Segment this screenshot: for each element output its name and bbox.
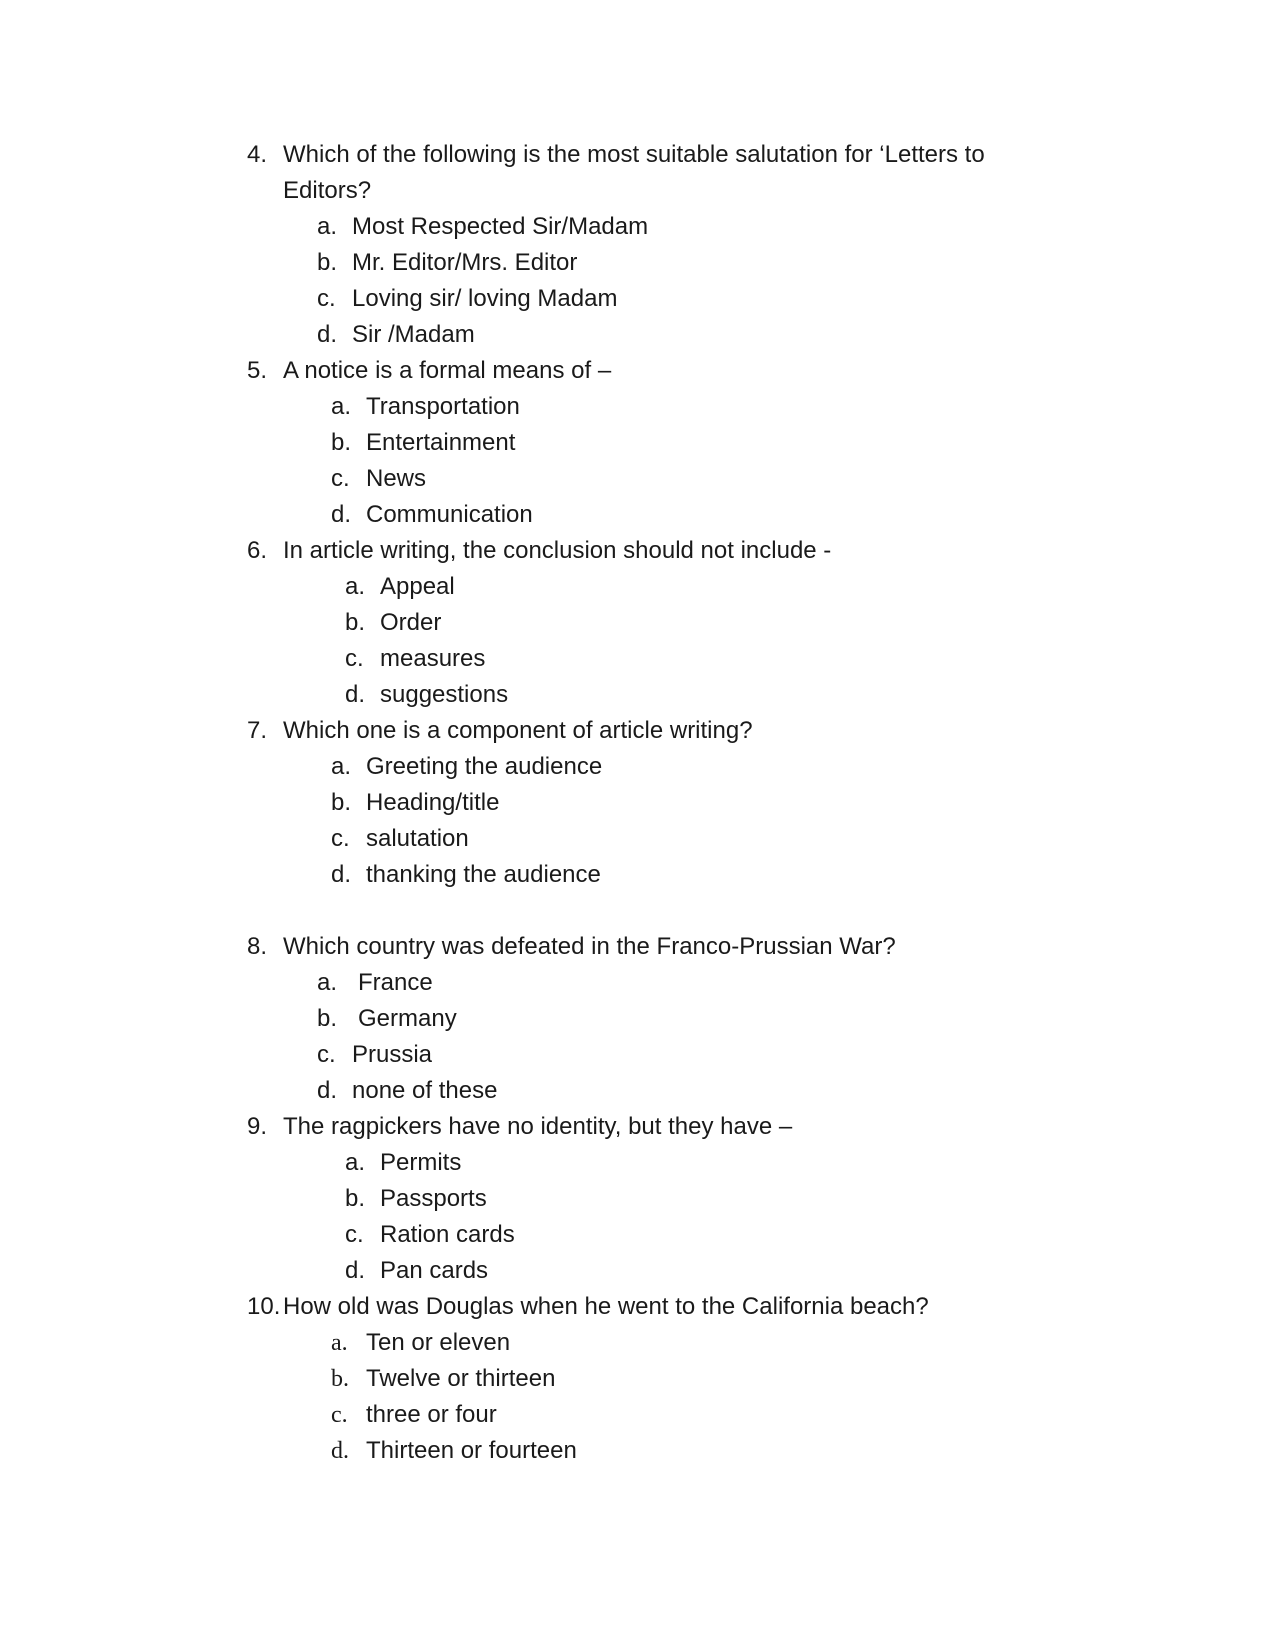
question-text: Editors? [283, 177, 372, 204]
option-letter: d. [345, 681, 366, 708]
option-text: thanking the audience [366, 861, 601, 888]
option-letter: d. [331, 501, 352, 528]
question-text: How old was Douglas when he went to the California beach? [283, 1293, 929, 1320]
option-text: measures [380, 645, 486, 672]
option-letter: b. [331, 429, 352, 456]
option-letter: a. [345, 1149, 366, 1176]
option-letter: b. [331, 789, 352, 816]
option-letter: b. [317, 249, 338, 276]
option-text: Most Respected Sir/Madam [352, 213, 649, 240]
option-letter: b. [331, 1366, 349, 1392]
question-number: 8. [247, 933, 268, 960]
option-letter: d. [331, 861, 352, 888]
question-number: 6. [247, 537, 268, 564]
option-text: Entertainment [366, 429, 516, 456]
option-text: none of these [352, 1077, 498, 1104]
option-text: Transportation [366, 393, 520, 420]
question-text: Which of the following is the most suitable salutation for ‘Letters to [283, 141, 985, 168]
option-letter: a. [345, 573, 366, 600]
option-text: Germany [358, 1005, 457, 1032]
option-text: News [366, 465, 427, 492]
option-letter: a. [331, 393, 352, 420]
option-letter: d. [331, 1438, 349, 1464]
option-letter: c. [345, 645, 364, 672]
option-text: Permits [380, 1149, 462, 1176]
option-text: Twelve or thirteen [366, 1365, 556, 1392]
option-letter: a. [317, 969, 338, 996]
option-letter: d. [317, 321, 338, 348]
question-number: 5. [247, 357, 268, 384]
option-letter: b. [345, 609, 366, 636]
option-text: Thirteen or fourteen [366, 1437, 577, 1464]
option-text: Ration cards [380, 1221, 515, 1248]
question-number: 9. [247, 1113, 268, 1140]
option-text: France [358, 969, 433, 996]
question-number: 4. [247, 141, 268, 168]
option-letter: c. [331, 1402, 348, 1428]
option-text: Pan cards [380, 1257, 489, 1284]
question-text: The ragpickers have no identity, but they have – [283, 1113, 793, 1140]
option-letter: c. [331, 825, 350, 852]
question-text: Which one is a component of article writing? [283, 717, 753, 744]
option-text: Appeal [380, 573, 455, 600]
option-text: three or four [366, 1401, 497, 1428]
option-letter: c. [331, 465, 350, 492]
question-text: A notice is a formal means of – [283, 357, 612, 384]
option-text: Loving sir/ loving Madam [352, 285, 618, 312]
option-letter: c. [317, 285, 336, 312]
option-text: Prussia [352, 1041, 433, 1068]
option-text: Ten or eleven [366, 1329, 511, 1356]
option-text: Order [380, 609, 442, 636]
option-letter: a. [331, 753, 352, 780]
option-letter: a. [331, 1330, 348, 1356]
option-letter: b. [317, 1005, 338, 1032]
option-text: Greeting the audience [366, 753, 603, 780]
question-text: In article writing, the conclusion should not include - [283, 537, 832, 564]
question-text: Which country was defeated in the Franco-Prussian War? [283, 933, 896, 960]
option-text: salutation [366, 825, 469, 852]
option-text: Heading/title [366, 789, 500, 816]
option-letter: d. [317, 1077, 338, 1104]
question-number: 10. [247, 1293, 281, 1320]
option-letter: a. [317, 213, 338, 240]
option-text: suggestions [380, 681, 509, 708]
option-text: Sir /Madam [352, 321, 475, 348]
option-text: Passports [380, 1185, 487, 1212]
option-letter: c. [345, 1221, 364, 1248]
option-letter: c. [317, 1041, 336, 1068]
question-number: 7. [247, 717, 268, 744]
option-letter: d. [345, 1257, 366, 1284]
option-text: Communication [366, 501, 533, 528]
option-text: Mr. Editor/Mrs. Editor [352, 249, 578, 276]
option-letter: b. [345, 1185, 366, 1212]
